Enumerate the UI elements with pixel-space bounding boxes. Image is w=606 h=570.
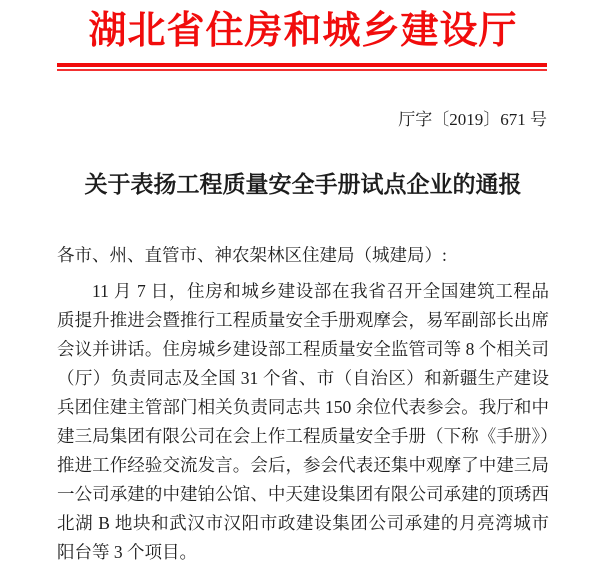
document-number: 厅字〔2019〕671 号 — [398, 110, 547, 129]
divider-thin-line — [57, 69, 547, 71]
header-divider — [57, 63, 547, 71]
agency-name: 湖北省住房和城乡建设厅 — [88, 10, 518, 52]
divider-thick-line — [57, 63, 547, 67]
salutation: 各市、州、直管市、神农架林区住建局（城建局）: — [57, 245, 447, 265]
body-paragraph: 11 月 7 日，住房和城乡建设部在我省召开全国建筑工程品质提升推进会暨推行工程质量安全手册观摩会，易军副部长出席会议并讲话。住房城乡建设部工程质量安全监管司等 8 个相关司（厅）负责同志及全国 31 个省、市（自治区）和新疆生产建设兵团住建主管部门相关负责同志共 150 余位代表参会。我厅和中建三局集团有限公司在会上作工程质量安全手册（下称《手册》）推进工作经验交流发言。会后，参会代表还集中观摩了中建三局一公司承建的中建铂公馆、中天建设集团有限公司承建的顶琇西北湖 B 地块和武汉市汉阳市政建设集团公司承建的月亮湾城市阳台等 3 个项目。 — [57, 281, 549, 562]
document-title: 关于表扬工程质量安全手册试点企业的通报 — [84, 172, 522, 197]
letter-body — [57, 241, 549, 567]
